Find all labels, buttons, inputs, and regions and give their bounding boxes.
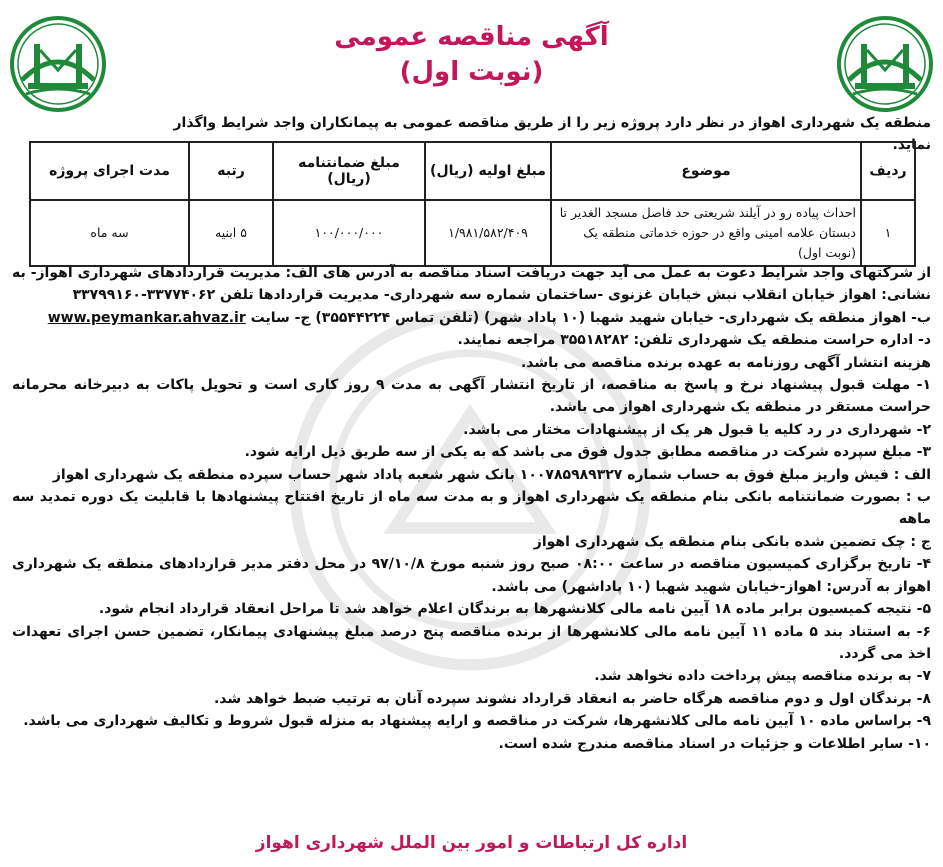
address-b-text: ب- اهواز منطقه یک شهرداری- خیابان شهید شهبا (۱۰ پاداد شهر) (تلفن تماس ۳۵۵۴۴۲۲۴) ج- سایت (250, 309, 931, 326)
clause-2: ۲- شهرداری در رد کلیه یا قبول هر یک از پیشنهادات مختار می باشد. (463, 421, 931, 438)
address-b (12, 307, 931, 329)
header-grade: رتبه (189, 142, 273, 200)
table-header-row (30, 142, 915, 200)
clause-5: ۵- نتیجه کمیسیون برابر ماده ۱۸ آیین نامه مالی کلانشهرها به برندگان اعلام خواهد شد تا مراحل انعقاد قرارداد انجام شود. (98, 601, 931, 618)
clause-4: ۴- تاریخ برگزاری کمیسیون مناقصه در ساعت ۰۸:۰۰ صبح روز شنبه مورخ ۹۷/۱۰/۸ در محل دفتر مدیر قراردادهای منطقه یک شهرداری اهواز به آدرس: اهواز-خیابان شهید شهبا (۱۰ پاداشهر) می باشد. (12, 556, 931, 595)
website-link[interactable]: www.peymankar.ahvaz.ir (47, 309, 246, 326)
tender-table (29, 141, 916, 267)
cell-grade: ۵ ابنیه (189, 200, 273, 266)
cell-duration: سه ماه (30, 200, 189, 266)
municipality-logo-icon (8, 14, 108, 114)
clause-7: ۷- به برنده مناقصه پیش پرداخت داده نخواهد شد. (594, 668, 931, 685)
cell-initial-amount: ۱/۹۸۱/۵۸۲/۴۰۹ (425, 200, 551, 266)
header-initial-amount: مبلغ اولیه (ریال) (425, 142, 551, 200)
ad-cost-note: هزینه انتشار آگهی روزنامه به عهده برنده مناقصه می باشد. (520, 354, 931, 371)
notice-title (200, 20, 743, 90)
header-subject: موضوع (551, 142, 861, 200)
address-d: د- اداره حراست منطقه یک شهرداری تلفن: ۳۵۵۱۸۲۸۲ مراجعه نمایند. (457, 332, 931, 349)
clause-1: ۱- مهلت قبول پیشنهاد نرخ و پاسخ به مناقصه، از تاریخ انتشار آگهی به مدت ۹ روز کاری است و تحویل پاکات به دبیرخانه محرمانه حراست مستقر در منطقه یک شهرداری اهواز می باشد. (12, 377, 931, 416)
address-a: از شرکتهای واجد شرایط دعوت به عمل می آید جهت دریافت اسناد مناقصه به آدرس های الف: مدیریت قراردادهای شهرداری اهواز- به نشانی: اهواز خیابان انقلاب نبش خیابان غزنوی -ساختمان شماره سه شهرداری- مدیریت قراردادها تلفن ۳۳۷۷۴۰۶۲-۳۳۷۹۹۱۶۰ (12, 265, 931, 304)
clause-10: ۱۰- سایر اطلاعات و جزئیات در اسناد مناقصه مندرج شده است. (498, 735, 931, 752)
title-line-1: آگهی مناقصه عمومی (334, 22, 609, 52)
clause-3-c: ج : چک تضمین شده بانکی بنام منطقه یک شهرداری اهواز (533, 533, 931, 550)
clause-3: ۳- مبلغ سپرده شرکت در مناقصه مطابق جدول فوق می باشد که به یکی از سه طریق ذیل ارایه شود. (244, 444, 931, 461)
notice-body (12, 262, 931, 755)
header-duration: مدت اجرای پروژه (30, 142, 189, 200)
cell-guarantee-amount: ۱۰۰/۰۰۰/۰۰۰ (273, 200, 425, 266)
header-guarantee-amount: مبلغ ضمانتنامه (ریال) (273, 142, 425, 200)
table-row (30, 200, 915, 266)
title-line-2: (نوبت اول) (399, 57, 544, 87)
cell-row-number: ۱ (861, 200, 915, 266)
header-row-number: ردیف (861, 142, 915, 200)
issuer-footer: اداره کل ارتباطات و امور بین الملل شهرداری اهواز (255, 833, 688, 853)
cell-subject: احداث پیاده رو در آیلند شریعتی حد فاصل مسجد الغدیر تا دبستان علامه امینی واقع در حوزه خدماتی منطقه یک (نوبت اول) (551, 200, 861, 266)
clause-3-a: الف : فیش واریز مبلغ فوق به حساب شماره ۱۰۰۷۸۵۹۸۹۳۲۷ بانک شهر شعبه پاداد شهر حساب سپرده منطقه یک شهرداری اهواز (52, 466, 931, 483)
clause-3-b: ب : بصورت ضمانتنامه بانکی بنام منطقه یک شهرداری اهواز و به مدت سه ماه از تاریخ افتتاح پیشنهادها با قابلیت یک دوره تمدید سه ماهه (12, 489, 931, 528)
clause-8: ۸- برندگان اول و دوم مناقصه هرگاه حاضر به انعقاد قرارداد نشوند سپرده آنان به ترتیب ضبط خواهد شد. (213, 690, 931, 707)
municipality-logo-icon (835, 14, 935, 114)
intro-text: منطقه یک شهرداری اهواز در نظر دارد پروژه زیر را از طریق مناقصه عمومی به پیمانکاران واجد شرایط واگذار نماید. (173, 115, 931, 153)
clause-9: ۹- براساس ماده ۱۰ آیین نامه مالی کلانشهرها، شرکت در مناقصه و ارایه پیشنهاد به منزله قبول شروط و تکالیف شهرداری می باشد. (23, 713, 931, 730)
clause-6: ۶- به استناد بند ۵ ماده ۱۱ آیین نامه مالی کلانشهرها از برنده مناقصه پنج درصد مبلغ پیشنهادی پیمانکار، تضمین حسن اجرای تعهدات اخذ می گردد. (12, 623, 932, 662)
